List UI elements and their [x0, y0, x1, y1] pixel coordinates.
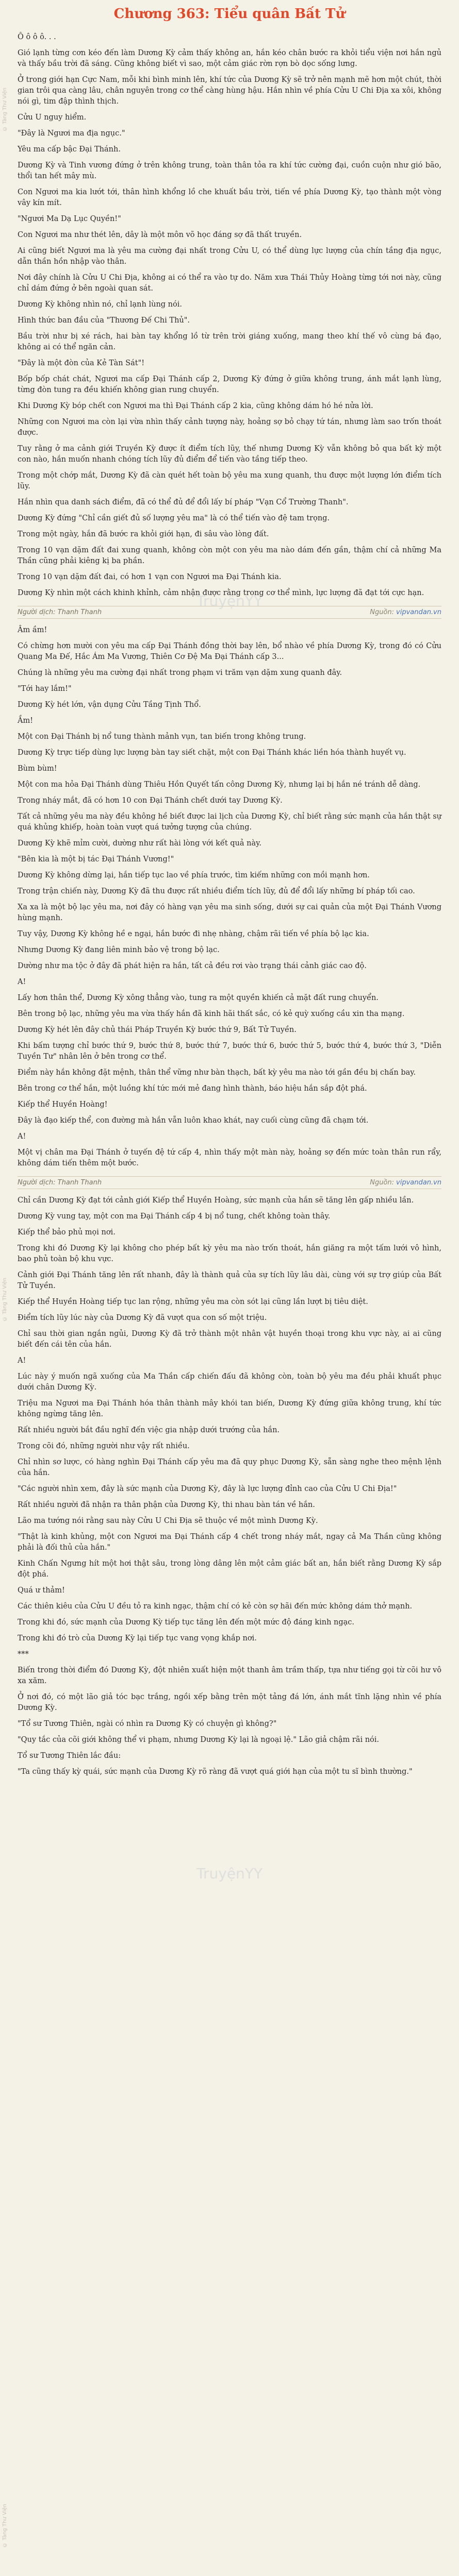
- chapter-segment: [18, 625, 441, 1189]
- paragraph: "Các người nhìn xem, đây là sức mạnh của Dương Kỳ, đây là lực lượng đỉnh cao của Cửu U Chi Địa!": [18, 1485, 397, 1493]
- source-credit: [370, 608, 441, 616]
- paragraph: Chỉ cần Dương Kỳ đạt tới cảnh giới Kiếp thể Huyền Hoàng, sức mạnh của hắn sẽ tăng lên gấp nhiều lần.: [18, 1196, 414, 1205]
- paragraph: Tuy vậy, Dương Kỳ không hề e ngại, hắn bước đi nhẹ nhàng, chậm rãi tiến về phía bộ lạc kia.: [18, 930, 369, 938]
- paragraph: A!: [18, 1357, 26, 1365]
- paragraph: Kiếp thể bảo phủ mọi nơi.: [18, 1228, 116, 1236]
- paragraph: "Thật là kinh khủng, một con Ngươi ma Đại Thánh cấp 4 chết trong nháy mắt, ngay cả Ma Thần cũng không phải là đối thủ của hắn.": [18, 1533, 441, 1552]
- paragraph: "Bên kia là một bị tác Đại Thánh Vương!": [18, 855, 174, 863]
- paragraph: Lúc này ý muốn ngã xuống của Ma Thần cấp chiến đấu đã không còn, toàn bộ yêu ma đều phải khuất phục dưới chân Dương Kỳ.: [18, 1372, 441, 1392]
- paragraph: Âm ầm!: [18, 626, 47, 634]
- paragraph: Trong trận chiến này, Dương Kỳ đã thu được rất nhiều điểm tích lũy, đủ để đổi lấy những bí pháp tối cao.: [18, 887, 415, 895]
- paragraph: Một con Đại Thánh bị nổ tung thành mảnh vụn, tan biến trong không trung.: [18, 733, 306, 741]
- paragraph: Dương Kỳ đứng "Chỉ cần giết đủ số lượng yêu ma" là có thể tiến vào đệ tam trọng.: [18, 514, 330, 522]
- translator-divider: [18, 606, 441, 619]
- paragraph: Dương Kỳ trực tiếp dùng lực lượng bàn tay siết chặt, một con Đại Thánh khác liền hóa thành huyết vụ.: [18, 749, 406, 757]
- center-watermark: TruyệnYY: [196, 1865, 263, 1882]
- paragraph: Rất nhiều người đã nhận ra thân phận của Dương Kỳ, thi nhau bàn tán về hắn.: [18, 1501, 315, 1509]
- paragraph: Trong khi đó Dương Kỳ lại không cho phép bất kỳ yêu ma nào trốn thoát, hắn giăng ra một tấm lưới vô hình, bao phủ toàn bộ khu vực.: [18, 1244, 441, 1263]
- paragraph: Kiếp thể Huyền Hoàng!: [18, 1100, 108, 1109]
- paragraph: Con Ngươi ma như thét lên, dây là một môn võ học đáng sợ đã thất truyền.: [18, 231, 302, 239]
- paragraph: ***: [18, 1650, 29, 1658]
- paragraph: Hắn nhìn qua danh sách điểm, đã có thể đủ để đổi lấy bí pháp "Vạn Cổ Trường Thanh".: [18, 498, 349, 506]
- paragraph: Bùm bùm!: [18, 765, 57, 773]
- paragraph: Có chừng hơn mười con yêu ma cấp Đại Thánh đồng thời bay lên, bổ nhào về phía Dương Kỳ, trong đó có Cửu Quang Ma Đế, Hắc Ám Ma Vương, Thiên Cơ Đệ Ma Đại Thánh cấp 3...: [18, 642, 441, 661]
- paragraph: A!: [18, 978, 26, 986]
- paragraph: Ở trong giới hạn Cực Nam, mỗi khi bình minh lên, khí tức của Dương Kỳ sẽ trở nên mạnh mẽ hơn một chút, thời gian trôi qua càng lâu, chân nguyên trong cơ thể càng hùng hậu. Hắn nhìn về phía Cửu U Chi Địa xa xôi, không nói gì, tim đập thình thịch.: [18, 76, 441, 106]
- paragraph: Yêu ma cấp bậc Đại Thánh.: [18, 145, 121, 154]
- paragraph: Một vị chân ma Đại Thánh ở tuyến đệ tứ cấp 4, nhìn thấy một màn này, hoảng sợ đến mức toàn thân run rẩy, không dám tiến thêm một bước.: [18, 1148, 441, 1167]
- paragraph: Dường như ma tộc ở đây đã phát hiện ra hắn, tất cả đều rơi vào trạng thái cảnh giác cao độ.: [18, 962, 367, 970]
- paragraph: Dương Kỳ nhìn một cách khinh khỉnh, cảm nhận được rằng trong cơ thể mình, lực lượng đã đạt tới cực hạn.: [18, 589, 424, 597]
- source-link[interactable]: vipvandan.vn: [396, 608, 441, 616]
- paragraph: "Quy tắc của cõi giới không thể vi phạm, nhưng Dương Kỳ lại là ngoại lệ." Lão giả chậm rãi nói.: [18, 1736, 380, 1744]
- paragraph: Hình thức ban đầu của "Thương Đế Chi Thủ".: [18, 316, 190, 325]
- paragraph: "Ta cũng thấy kỳ quái, sức mạnh của Dương Kỳ rõ ràng đã vượt quá giới hạn của một tu sĩ bình thường.": [18, 1768, 413, 1776]
- paragraph: Ai cũng biết Ngươi ma là yêu ma cường đại nhất trong Cửu U, có thể dùng lực lượng của chín tầng địa ngục, dẫn thần hồn nhập vào thân.: [18, 247, 441, 266]
- source-credit: [370, 1179, 441, 1187]
- paragraph: Rất nhiều người bắt đầu nghĩ đến việc gia nhập dưới trướng của hắn.: [18, 1426, 280, 1434]
- paragraph: Trong 10 vạn dặm đất đai, có hơn 1 vạn con Ngươi ma Đại Thánh kia.: [18, 573, 282, 581]
- paragraph: Các thiên kiêu của Cửu U đều tỏ ra kinh ngạc, thậm chí có kẻ còn sợ hãi đến mức không dám thở mạnh.: [18, 1602, 413, 1611]
- paragraph: Biến trong thời điểm đó Dương Kỳ, đột nhiên xuất hiện một thanh âm trầm thấp, tựa như tiếng gọi từ cõi hư vô xa xăm.: [18, 1666, 441, 1685]
- paragraph: Cửu U nguy hiểm.: [18, 113, 87, 122]
- paragraph: Con Ngươi ma kia lướt tới, thân hình khổng lồ che khuất bầu trời, tiến về phía Dương Kỳ, tạo thành một vòng vây kín mít.: [18, 188, 441, 207]
- paragraph: Điểm tích lũy lúc này của Dương Kỳ đã vượt qua con số một triệu.: [18, 1314, 267, 1322]
- paragraph: Chúng là những yêu ma cường đại nhất trong phạm vi trăm vạn dặm xung quanh đây.: [18, 669, 342, 677]
- paragraph: Tất cả những yêu ma này đều không hề biết được lai lịch của Dương Kỳ, chỉ biết rằng sức mạnh của hắn thật sự quá khủng khiếp, hoàn toàn vượt quá tưởng tượng của chúng.: [18, 812, 441, 832]
- source-link[interactable]: vipvandan.vn: [396, 1179, 441, 1187]
- paragraph: Đây là đạo kiếp thể, con đường mà hắn vẫn luôn khao khát, nay cuối cùng cũng đã chạm tới.: [18, 1116, 369, 1125]
- paragraph: "Đây là Ngươi ma địa ngục.": [18, 129, 125, 138]
- paragraph: Lấy hơn thân thể, Dương Kỳ xông thẳng vào, tung ra một quyền khiến cả mặt đất rung chuyển.: [18, 994, 379, 1002]
- paragraph: Khi Dương Kỳ bóp chết con Ngươi ma thì Đại Thánh cấp 2 kia, cũng không dám hó hé nửa lời.: [18, 402, 373, 410]
- chapter-segment: [18, 32, 441, 619]
- paragraph: Ầm!: [18, 717, 34, 725]
- source-label: Nguồn:: [370, 608, 395, 616]
- paragraph: Dương Kỳ không dừng lại, hắn tiếp tục lao về phía trước, tìm kiếm những con mồi mạnh hơn.: [18, 871, 370, 879]
- center-watermark: TruyệnYY: [196, 592, 263, 609]
- paragraph: Dương Kỳ hét lên đây chủ thái Pháp Truyền Kỳ bước thứ 9, Bất Tử Tuyền.: [18, 1026, 297, 1034]
- source-label: Nguồn:: [370, 1179, 395, 1187]
- chapter-segment: [18, 1195, 441, 1777]
- paragraph: Nhưng Dương Kỳ đang liên minh bảo vệ trong bộ lạc.: [18, 946, 220, 954]
- paragraph: Dương Kỳ và Tinh vương đứng ở trên không trung, toàn thân tỏa ra khí tức cường đại, cuồn cuộn như gió bão, thổi tan hết mây mù.: [18, 161, 441, 180]
- paragraph: Bên trong bộ lạc, những yêu ma vừa thấy hắn đã kinh hãi thất sắc, có kẻ quỳ xuống cầu xin tha mạng.: [18, 1010, 405, 1018]
- paragraph: Triệu ma Ngươi ma Đại Thánh hóa thân thành mây khói tan biến, Dương Kỳ đứng giữa không trung, khí tức không ngừng tăng lên.: [18, 1399, 441, 1418]
- paragraph: A!: [18, 1132, 26, 1141]
- side-watermark: © Tàng Thư Viện: [2, 1278, 8, 1321]
- paragraph: Xa xa là một bộ lạc yêu ma, nơi đây có hàng vạn yêu ma sinh sống, dưới sự cai quản của một Đại Thánh Vương hùng mạnh.: [18, 903, 441, 922]
- paragraph: Trong 10 vạn dặm đất đai xung quanh, không còn một con yêu ma nào dám đến gần, thậm chí cả những Ma Thần cũng phải kiêng kị ba phần.: [18, 546, 441, 565]
- paragraph: Bầu trời như bị xé rách, hai bàn tay khổng lồ từ trên trời giáng xuống, mang theo khí thế vô cùng bá đạo, không ai có thể ngăn cản.: [18, 332, 441, 351]
- paragraph: "Tới hay lắm!": [18, 685, 72, 693]
- paragraph: Trong một chớp mắt, Dương Kỳ đã càn quét hết toàn bộ yêu ma xung quanh, thu được một lượng lớn điểm tích lũy.: [18, 471, 441, 490]
- translator-credit: Người dịch: Thanh Thanh: [18, 608, 102, 616]
- paragraph: Một con ma hỏa Đại Thánh dùng Thiêu Hồn Quyết tấn công Dương Kỳ, nhưng lại bị hắn né tránh dễ dàng.: [18, 781, 421, 789]
- paragraph: Nơi đây chính là Cửu U Chi Địa, không ai có thể ra vào tự do. Năm xưa Thái Thủy Hoàng từng tới nơi này, cũng chỉ dám đứng ở bên ngoài quan sát.: [18, 274, 441, 293]
- paragraph: Tuy rằng ở ma cảnh giới Truyền Kỳ được ít điểm tích lũy, thế nhưng Dương Kỳ vẫn không bỏ qua bất kỳ một con nào, hắn muốn nhanh chóng tích lũy đủ điểm để tiến vào tầng tiếp theo.: [18, 445, 441, 464]
- paragraph: Cảnh giới Đại Thánh tăng lên rất nhanh, đây là thành quả của sự tích lũy lâu dài, cùng với sự trợ giúp của Bất Tử Tuyền.: [18, 1271, 441, 1290]
- paragraph: Dương Kỳ vung tay, một con ma Đại Thánh cấp 4 bị nổ tung, chết không toàn thây.: [18, 1212, 331, 1221]
- translator-credit: Người dịch: Thanh Thanh: [18, 1179, 102, 1187]
- paragraph: Ô ô ô ô. . .: [18, 33, 56, 41]
- paragraph: Bên trong cơ thể hắn, một luồng khí tức mới mẻ đang hình thành, báo hiệu hắn sắp đột phá.: [18, 1084, 367, 1093]
- translator-divider: [18, 1176, 441, 1189]
- paragraph: Trong cõi đó, những người như vậy rất nhiều.: [18, 1442, 190, 1450]
- paragraph: Lão ma tướng nói rằng sau này Cửu U Chi Địa sẽ thuộc về một mình Dương Kỳ.: [18, 1517, 318, 1525]
- paragraph: Những con Ngươi ma còn lại vừa nhìn thấy cảnh tượng này, hoảng sợ bỏ chạy tứ tán, nhưng làm sao trốn thoát được.: [18, 418, 441, 437]
- paragraph: Trong một ngày, hắn đã bước ra khỏi giới hạn, đi sâu vào lòng đất.: [18, 530, 269, 538]
- paragraph: Trong khi đó, sức mạnh của Dương Kỳ tiếp tục tăng lên đến một mức độ đáng kinh ngạc.: [18, 1618, 355, 1626]
- paragraph: Dương Kỳ không nhìn nó, chỉ lạnh lùng nói.: [18, 300, 182, 309]
- paragraph: "Đây là một đòn của Kẻ Tàn Sát"!: [18, 359, 145, 367]
- paragraph: Gió lạnh từng cơn kéo đến làm Dương Kỳ cảm thấy không an, hắn kéo chân bước ra khỏi tiểu viện nơi hắn ngủ và thấy bầu trời đã sáng. Cũng không biết vì sao, một cảm giác rờn rợn bò dọc sống lưng.: [18, 49, 441, 68]
- paragraph: Ở nơi đó, có một lão giả tóc bạc trắng, ngồi xếp bằng trên một tảng đá lớn, ánh mắt tĩnh lặng nhìn về phía Dương Kỳ.: [18, 1693, 441, 1712]
- paragraph: Kinh Chấn Ngưng hít một hơi thật sâu, trong lòng dâng lên một cảm giác bất an, hắn biết rằng Dương Kỳ sắp đột phá.: [18, 1560, 441, 1579]
- paragraph: "Ngươi Ma Dạ Lục Quyền!": [18, 215, 121, 223]
- paragraph: Khi bấm tượng chỉ bước thứ 9, bước thứ 8, bước thứ 7, bước thứ 6, bước thứ 5, bước thứ 4, bước thứ 3, "Diễn Tuyền Tư" nhân lên ở bên trong cơ thể.: [18, 1042, 441, 1061]
- paragraph: Chỉ sau thời gian ngắn ngủi, Dương Kỳ đã trở thành một nhân vật huyền thoại trong khu vực này, ai ai cũng biết đến cái tên của hắn.: [18, 1330, 441, 1349]
- paragraph: Trong khi đó trò của Dương Kỳ lại tiếp tục vang vọng khắp nơi.: [18, 1634, 257, 1642]
- chapter-title: Chương 363: Tiểu quân Bất Tử: [113, 6, 346, 22]
- paragraph: Dương Kỳ hét lớn, vận dụng Cửu Tầng Tịnh Thổ.: [18, 701, 201, 709]
- paragraph: Dương Kỳ khẽ mỉm cười, dường như rất hài lòng với kết quả này.: [18, 839, 261, 848]
- chapter-content: [18, 32, 441, 1777]
- side-watermark: © Tàng Thư Viện: [2, 88, 8, 131]
- paragraph: Điểm này hắn không đặt mệnh, thân thể vững như bàn thạch, bất kỳ yêu ma nào tới gần đều bị chấn bay.: [18, 1069, 416, 1077]
- paragraph: Bốp bốp chát chát, Ngươi ma cấp Đại Thánh cấp 2, Dương Kỳ đứng ở giữa không trung, ánh mắt lạnh lùng, từng đòn tung ra đều khiến không gian rung chuyển.: [18, 375, 441, 394]
- paragraph: Quá ư thảm!: [18, 1586, 65, 1595]
- paragraph: Trong nháy mắt, đã có hơn 10 con Đại Thánh chết dưới tay Dương Kỳ.: [18, 796, 283, 805]
- side-watermark: © Tàng Thư Viện: [2, 2504, 8, 2548]
- paragraph: Chỉ nhìn sơ lược, có hàng nghìn Đại Thánh cấp yêu ma đã quy phục Dương Kỳ, sẵn sàng nghe theo mệnh lệnh của hắn.: [18, 1458, 441, 1477]
- paragraph: Kiếp thể Huyền Hoàng tiếp tục lan rộng, những yêu ma còn sót lại cũng lần lượt bị tiêu diệt.: [18, 1298, 368, 1306]
- paragraph: Tổ sư Tương Thiên lắc đầu:: [18, 1752, 121, 1760]
- paragraph: "Tổ sư Tương Thiên, ngài có nhìn ra Dương Kỳ có chuyện gì không?": [18, 1720, 277, 1728]
